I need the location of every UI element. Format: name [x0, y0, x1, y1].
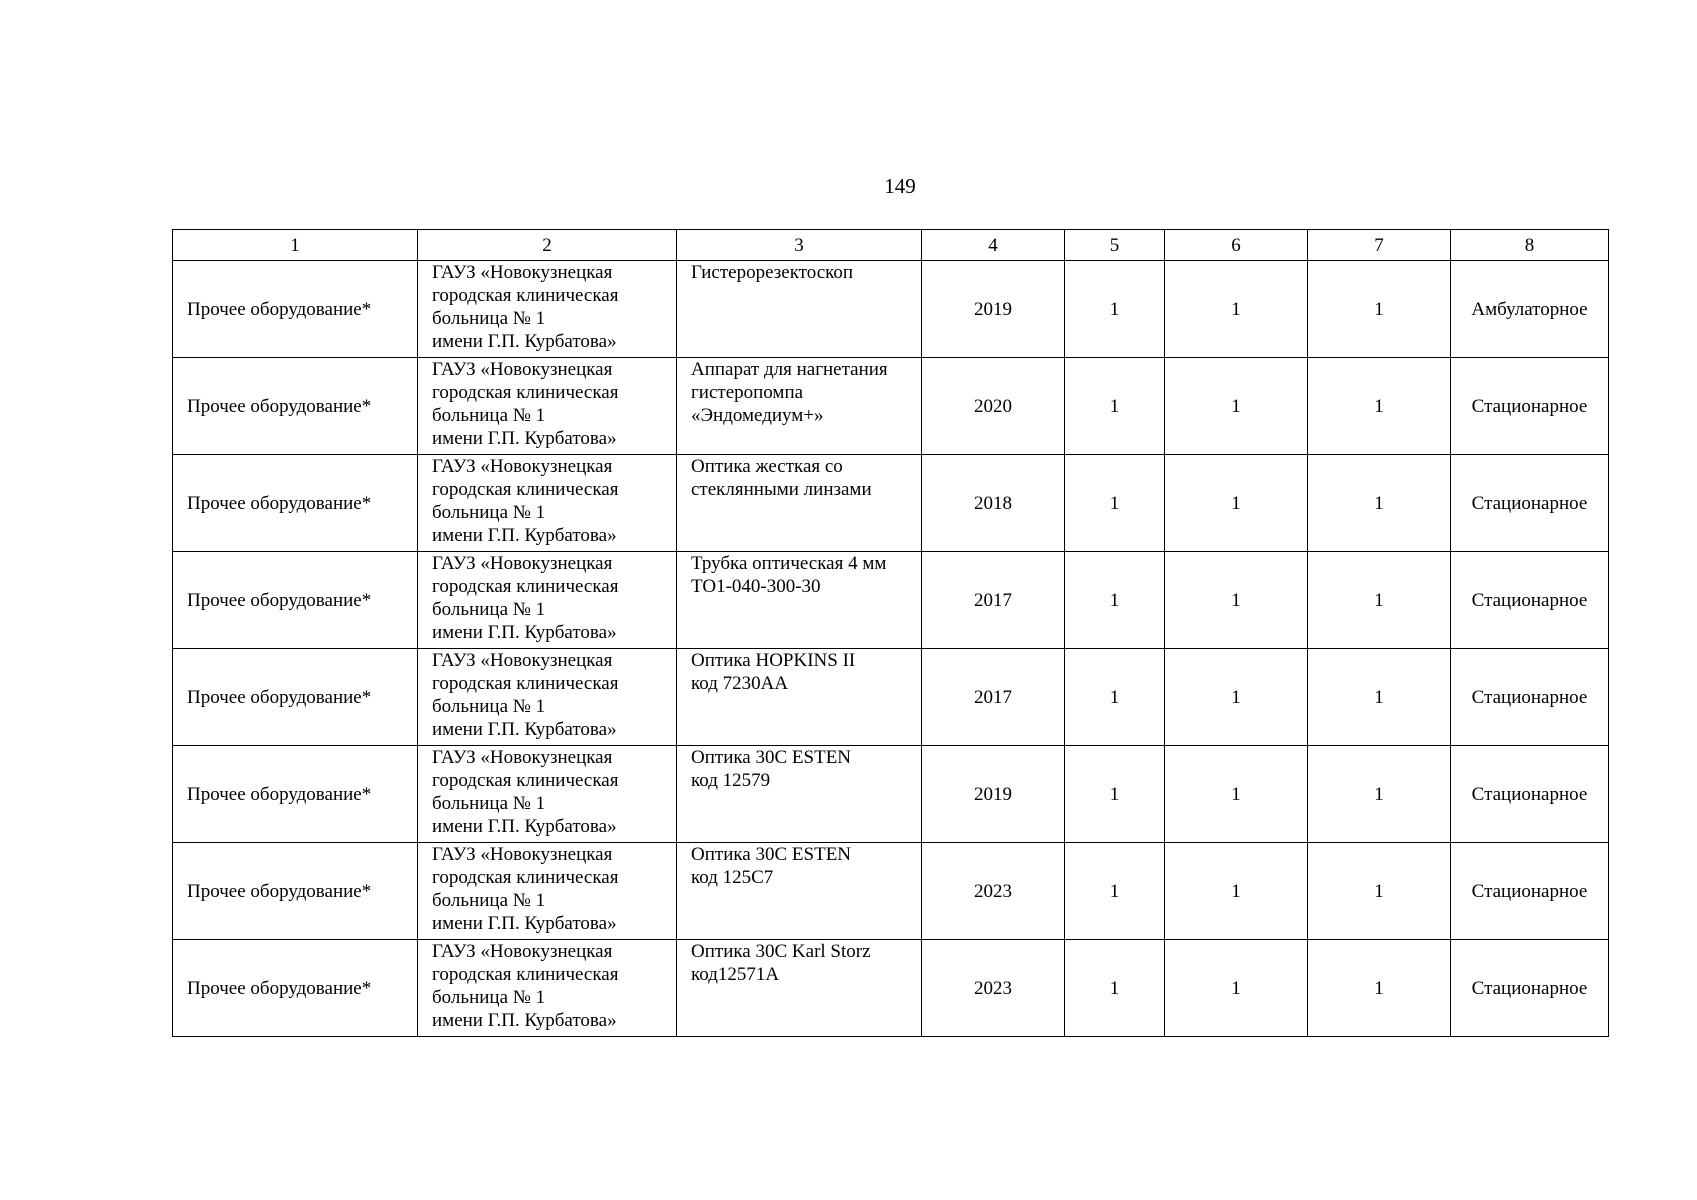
count-cell: 1 [1165, 261, 1308, 358]
count-cell: 1 [1308, 843, 1451, 940]
equipment-cell: Оптика 30С Karl Storz код12571А [677, 940, 922, 1037]
column-header: 4 [922, 230, 1065, 261]
count-cell: 1 [1065, 843, 1165, 940]
table-row [173, 843, 1609, 940]
count-cell: 1 [1065, 649, 1165, 746]
year-cell: 2017 [922, 649, 1065, 746]
column-header: 2 [418, 230, 677, 261]
count-cell: 1 [1308, 649, 1451, 746]
type-cell: Стационарное [1451, 358, 1609, 455]
table-row [173, 649, 1609, 746]
year-cell: 2019 [922, 261, 1065, 358]
equipment-table-wrapper [172, 229, 1609, 1037]
count-cell: 1 [1165, 843, 1308, 940]
count-cell: 1 [1165, 746, 1308, 843]
equipment-cell: Оптика 30С ESTEN код 12579 [677, 746, 922, 843]
equipment-cell: Оптика 30С ESTEN код 125С7 [677, 843, 922, 940]
count-cell: 1 [1308, 746, 1451, 843]
table-row [173, 552, 1609, 649]
type-cell: Стационарное [1451, 746, 1609, 843]
organization-cell: ГАУЗ «Новокузнецкая городская клиническая больница № 1 имени Г.П. Курбатова» [418, 358, 677, 455]
count-cell: 1 [1308, 552, 1451, 649]
equipment-cell: Оптика HOPKINS II код 7230АА [677, 649, 922, 746]
category-cell: Прочее оборудование* [173, 261, 418, 358]
category-cell: Прочее оборудование* [173, 358, 418, 455]
count-cell: 1 [1065, 455, 1165, 552]
table-row [173, 358, 1609, 455]
equipment-cell: Гистерорезектоскоп [677, 261, 922, 358]
equipment-cell: Оптика жесткая со стеклянными линзами [677, 455, 922, 552]
organization-cell: ГАУЗ «Новокузнецкая городская клиническая больница № 1 имени Г.П. Курбатова» [418, 649, 677, 746]
count-cell: 1 [1308, 455, 1451, 552]
column-header: 8 [1451, 230, 1609, 261]
count-cell: 1 [1165, 455, 1308, 552]
table-row [173, 746, 1609, 843]
year-cell: 2017 [922, 552, 1065, 649]
count-cell: 1 [1308, 261, 1451, 358]
category-cell: Прочее оборудование* [173, 649, 418, 746]
category-cell: Прочее оборудование* [173, 746, 418, 843]
type-cell: Стационарное [1451, 552, 1609, 649]
equipment-table [172, 229, 1609, 1037]
count-cell: 1 [1165, 552, 1308, 649]
equipment-cell: Трубка оптическая 4 мм ТО1-040-300-30 [677, 552, 922, 649]
type-cell: Стационарное [1451, 940, 1609, 1037]
organization-cell: ГАУЗ «Новокузнецкая городская клиническая больница № 1 имени Г.П. Курбатова» [418, 261, 677, 358]
count-cell: 1 [1308, 940, 1451, 1037]
page-number: 149 [884, 174, 916, 198]
year-cell: 2023 [922, 843, 1065, 940]
type-cell: Амбулаторное [1451, 261, 1609, 358]
organization-cell: ГАУЗ «Новокузнецкая городская клиническая больница № 1 имени Г.П. Курбатова» [418, 940, 677, 1037]
year-cell: 2020 [922, 358, 1065, 455]
count-cell: 1 [1308, 358, 1451, 455]
year-cell: 2023 [922, 940, 1065, 1037]
type-cell: Стационарное [1451, 843, 1609, 940]
table-row [173, 261, 1609, 358]
type-cell: Стационарное [1451, 455, 1609, 552]
column-header: 3 [677, 230, 922, 261]
count-cell: 1 [1065, 746, 1165, 843]
organization-cell: ГАУЗ «Новокузнецкая городская клиническая больница № 1 имени Г.П. Курбатова» [418, 843, 677, 940]
column-header: 6 [1165, 230, 1308, 261]
category-cell: Прочее оборудование* [173, 455, 418, 552]
year-cell: 2019 [922, 746, 1065, 843]
count-cell: 1 [1065, 940, 1165, 1037]
organization-cell: ГАУЗ «Новокузнецкая городская клиническая больница № 1 имени Г.П. Курбатова» [418, 746, 677, 843]
count-cell: 1 [1165, 358, 1308, 455]
category-cell: Прочее оборудование* [173, 940, 418, 1037]
organization-cell: ГАУЗ «Новокузнецкая городская клиническая больница № 1 имени Г.П. Курбатова» [418, 455, 677, 552]
column-header: 1 [173, 230, 418, 261]
column-header: 5 [1065, 230, 1165, 261]
table-row [173, 940, 1609, 1037]
type-cell: Стационарное [1451, 649, 1609, 746]
count-cell: 1 [1065, 261, 1165, 358]
header-row [173, 230, 1609, 261]
organization-cell: ГАУЗ «Новокузнецкая городская клиническая больница № 1 имени Г.П. Курбатова» [418, 552, 677, 649]
category-cell: Прочее оборудование* [173, 843, 418, 940]
equipment-cell: Аппарат для нагнетания гистеропомпа «Эндомедиум+» [677, 358, 922, 455]
count-cell: 1 [1165, 649, 1308, 746]
category-cell: Прочее оборудование* [173, 552, 418, 649]
count-cell: 1 [1165, 940, 1308, 1037]
table-row [173, 455, 1609, 552]
count-cell: 1 [1065, 552, 1165, 649]
count-cell: 1 [1065, 358, 1165, 455]
column-header: 7 [1308, 230, 1451, 261]
year-cell: 2018 [922, 455, 1065, 552]
